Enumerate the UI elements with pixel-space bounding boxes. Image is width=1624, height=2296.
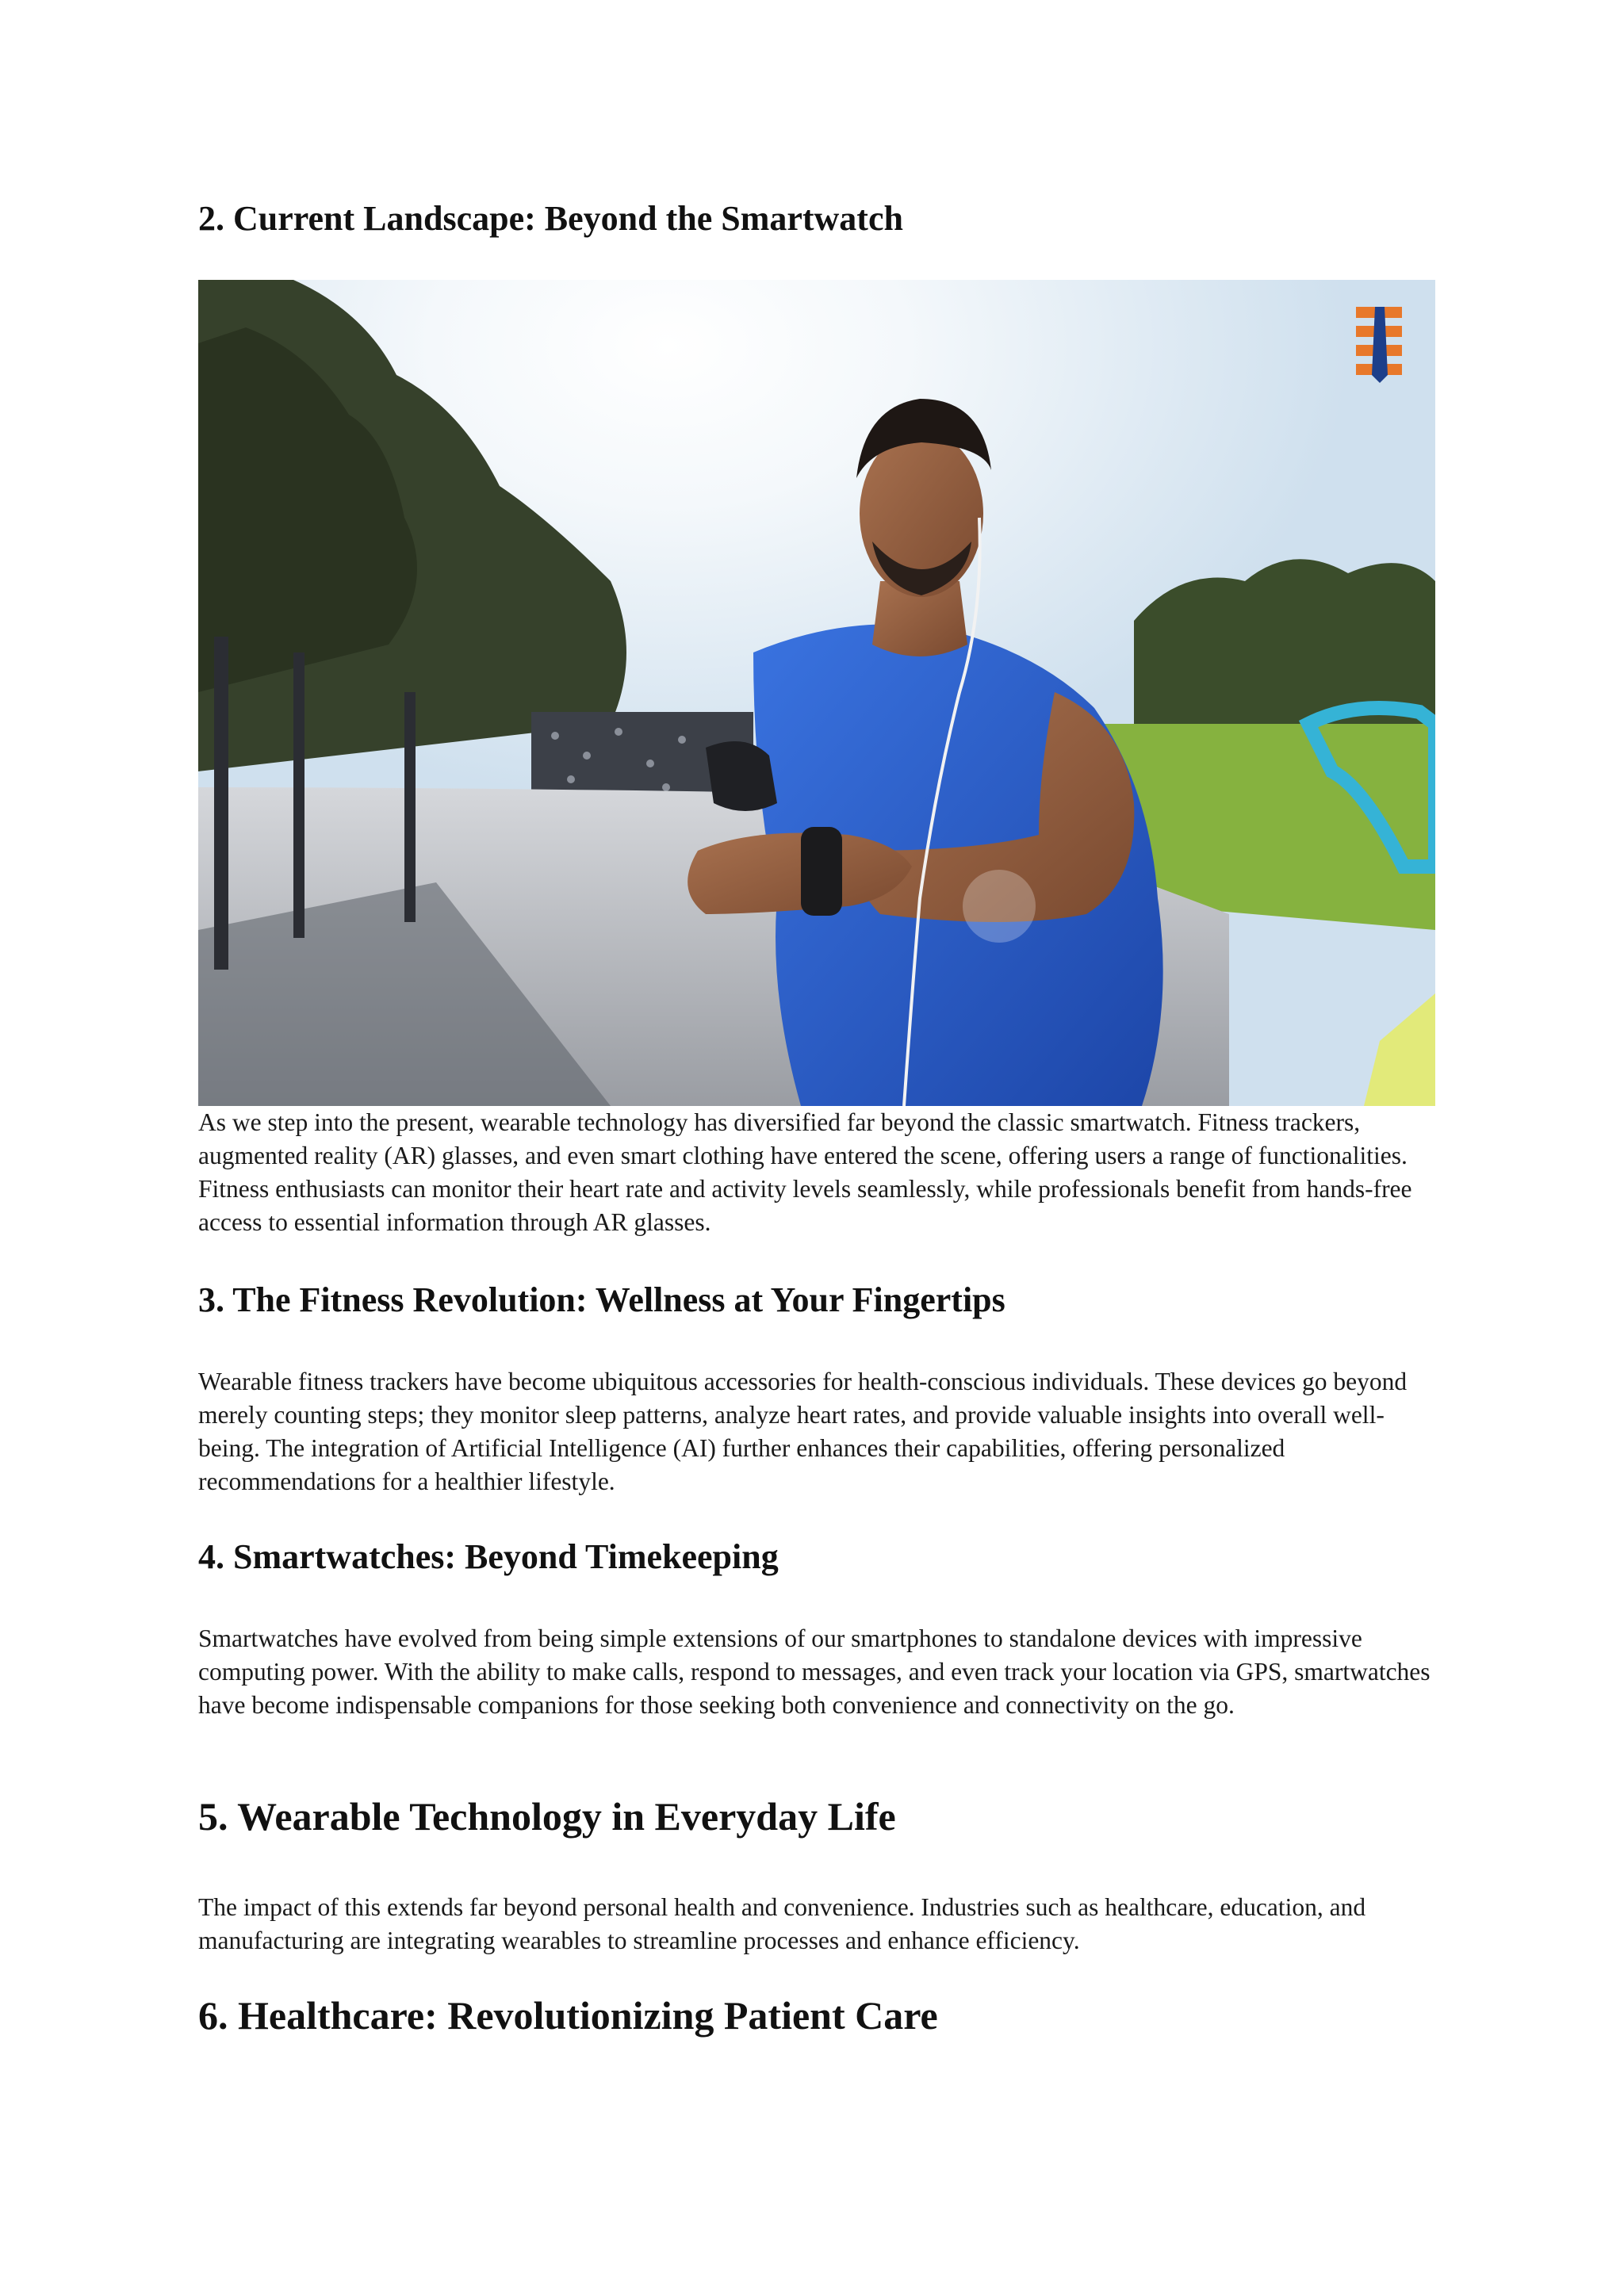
section-heading: 5. Wearable Technology in Everyday Life — [198, 1794, 896, 1839]
section-heading: 4. Smartwatches: Beyond Timekeeping — [198, 1537, 779, 1576]
hero-photo — [198, 280, 1435, 1106]
section-paragraph: As we step into the present, wearable technology has diversified far beyond the classic smartwatch. Fitness trackers, augmented reality (AR) glasses, and even smart clothing have entered the scene, offering users a range of functionalities. Fitness enthusiasts can monitor their heart rate and activity levels seamlessly, while professionals benefit from hands-free access to essential information through AR glasses. — [198, 1108, 1412, 1236]
section-heading: 6. Healthcare: Revolutionizing Patient Care — [198, 1993, 938, 2038]
section-heading: 3. The Fitness Revolution: Wellness at Your Fingertips — [198, 1280, 1005, 1319]
section-paragraph: Wearable fitness trackers have become ubiquitous accessories for health-conscious individuals. These devices go beyond merely counting steps; they monitor sleep patterns, analyze heart rates, and provide valuable insights into overall well-being. The integration of Artificial Intelligence (AI) further enhances their capabilities, offering personalized recommendations for a healthier lifestyle. — [198, 1368, 1408, 1495]
section-paragraph: Smartwatches have evolved from being simple extensions of our smartphones to standalone devices with impressive computing power. With the ability to make calls, respond to messages, and even track your location via GPS, smartwatches have become indispensable companions for those seeking both convenience and connectivity on the go. — [198, 1624, 1431, 1719]
section-paragraph: The impact of this extends far beyond personal health and convenience. Industries such as healthcare, education, and manufacturing are integrating wearables to streamline processes and enhance efficiency. — [198, 1893, 1366, 1954]
section-heading: 2. Current Landscape: Beyond the Smartwatch — [198, 199, 903, 238]
